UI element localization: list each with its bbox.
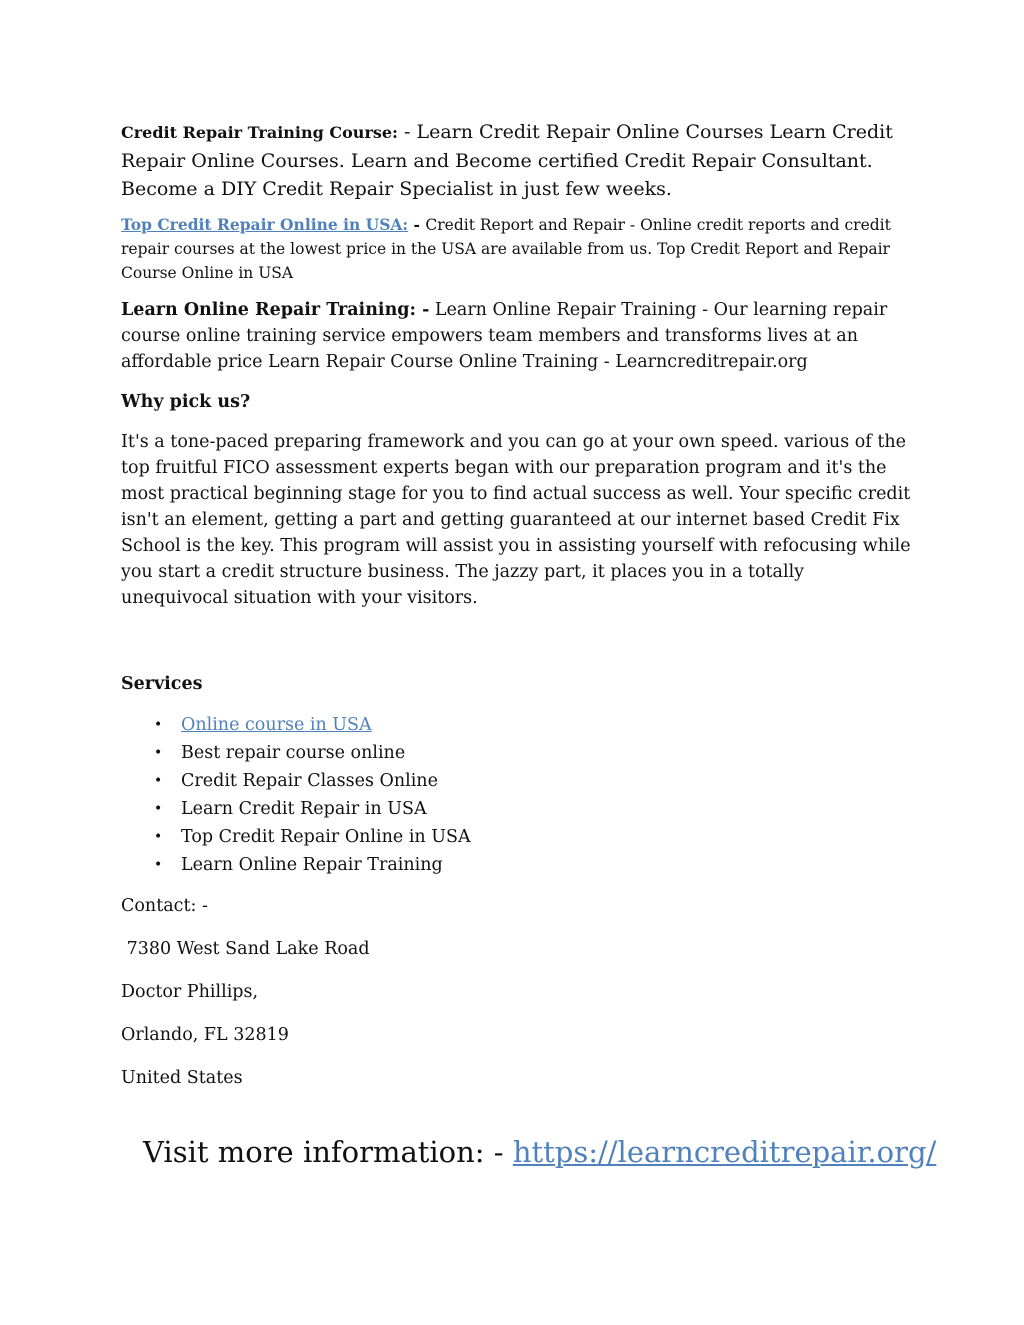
visit-label: Visit more information: -: [143, 1135, 513, 1169]
intro-lead: Credit Repair Training Course:: [121, 123, 398, 142]
contact-city: Orlando, FL 32819: [121, 1025, 289, 1045]
service-item: [121, 851, 911, 879]
visit-line: [143, 1132, 936, 1172]
learn-online-text: Learn Online Repair Training - Our learning repair course online training service empowers team members and transforms lives at an affordable price Learn Repair Course Online Training - Learncreditrepair.org: [121, 300, 888, 372]
service-label: Learn Credit Repair in USA: [181, 799, 427, 819]
service-label: Best repair course online: [181, 743, 406, 763]
bullet-icon: •: [154, 829, 163, 845]
bullet-icon: •: [154, 801, 163, 817]
contact-street: 7380 West Sand Lake Road: [121, 939, 370, 959]
contact-label: Contact: -: [121, 896, 208, 916]
top-credit-separator: -: [408, 215, 426, 234]
bullet-icon: •: [154, 773, 163, 789]
top-credit-link[interactable]: Top Credit Repair Online in USA: [121, 215, 403, 234]
service-label: Learn Online Repair Training: [181, 855, 443, 875]
why-heading: Why pick us?: [121, 392, 251, 412]
service-item: [121, 739, 911, 767]
service-item: [121, 767, 911, 795]
top-credit-text: Credit Report and Repair - Online credit reports and credit repair courses at the lowest price in the USA are available from us. Top Credit Report and Repair Course Online in USA: [121, 216, 891, 282]
bullet-icon: •: [154, 717, 163, 733]
top-credit-paragraph: [121, 213, 911, 285]
service-item: [121, 795, 911, 823]
intro-separator: -: [397, 121, 417, 143]
bullet-icon: •: [154, 745, 163, 761]
service-link[interactable]: Online course in USA: [181, 715, 372, 735]
visit-url-link[interactable]: https://learncreditrepair.org/: [512, 1135, 937, 1169]
contact-area: Doctor Phillips,: [121, 982, 259, 1002]
service-item[interactable]: [121, 711, 911, 739]
learn-online-lead: Learn Online Repair Training: -: [121, 300, 430, 320]
bullet-icon: •: [154, 857, 163, 873]
services-heading: Services: [121, 674, 203, 694]
intro-text: Learn Credit Repair Online Courses Learn Credit Repair Online Courses. Learn and Become certified Credit Repair Consultant. Become a DIY Credit Repair Specialist in just few weeks.: [121, 121, 893, 200]
service-item: [121, 823, 911, 851]
service-label: Top Credit Repair Online in USA: [181, 827, 471, 847]
document-body: [121, 118, 911, 1108]
why-text: It's a tone-paced preparing framework and you can go at your own speed. various of the top fruitful FICO assessment experts began with our preparation program and it's the most practical beginning stage for you to find actual success as well. Your specific credit isn't an element, getting a part and getting guaranteed at our internet based Credit Fix School is the key. This program will assist you in assisting yourself with refocusing while you start a credit structure business. The jazzy part, it places you in a totally unequivocal situation with your visitors.: [121, 432, 911, 608]
service-label: Credit Repair Classes Online: [181, 771, 438, 791]
services-list: [121, 711, 911, 879]
learn-online-paragraph: [121, 297, 911, 375]
contact-country: United States: [121, 1068, 243, 1088]
top-credit-colon[interactable]: :: [402, 215, 409, 234]
intro-paragraph: [121, 118, 911, 203]
